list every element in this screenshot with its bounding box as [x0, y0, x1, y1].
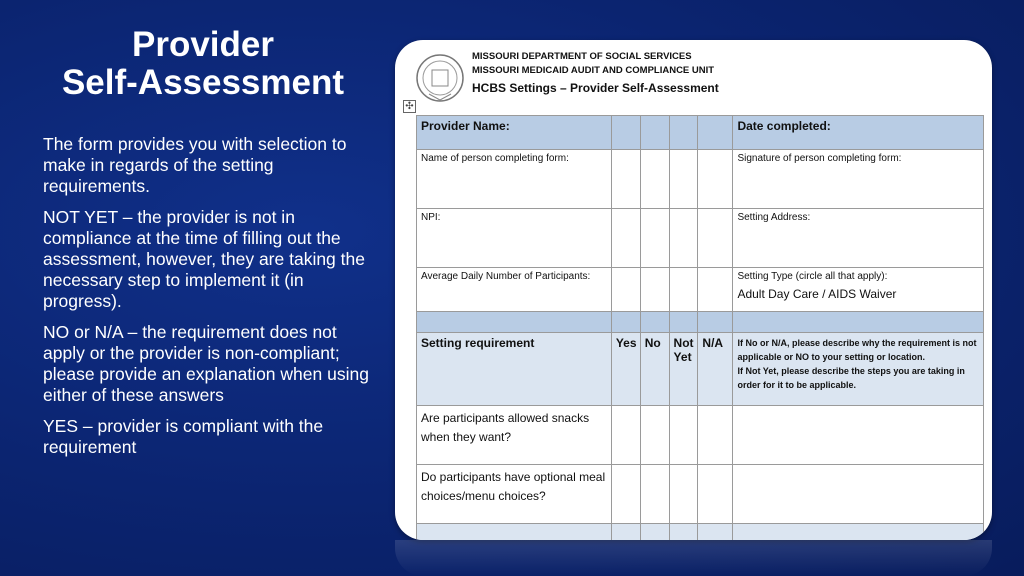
paragraph-intro: The form provides you with selection to make in regards of the setting requirements. [43, 134, 347, 196]
table-row [417, 406, 984, 465]
question-snacks: Are participants allowed snacks when they want? [417, 406, 612, 465]
slide-body-text [43, 134, 378, 468]
signature-label: Signature of person completing form: [733, 150, 984, 209]
provider-name-label: Provider Name: [417, 116, 612, 150]
table-row [417, 150, 984, 209]
question-meal-choices: Do participants have optional meal choices/menu choices? [417, 465, 612, 524]
avg-participants-label: Average Daily Number of Participants: [417, 268, 612, 312]
document-header [472, 50, 719, 98]
header-department: MISSOURI DEPARTMENT OF SOCIAL SERVICES [472, 51, 692, 62]
assessment-table [416, 115, 984, 540]
date-completed-label: Date completed: [733, 116, 984, 150]
explanation-column-header [733, 333, 984, 406]
table-divider-row [417, 312, 984, 333]
table-row [417, 524, 984, 541]
table-row [417, 209, 984, 268]
explanation-note-no-na: If No or N/A, please describe why the requirement is not applicable or NO to your setting or location. [737, 338, 977, 362]
setting-type-label: Setting Type (circle all that apply): [737, 271, 888, 282]
no-column-header: No [640, 333, 669, 406]
image-reflection [395, 540, 992, 576]
setting-type-cell [733, 268, 984, 312]
not-yet-column-header: Not Yet [669, 333, 698, 406]
slide-title-line-2: Self-Assessment [61, 63, 345, 102]
slide-title [18, 26, 388, 102]
header-unit: MISSOURI MEDICAID AUDIT AND COMPLIANCE UNIT [472, 65, 715, 76]
paragraph-no-na: NO or N/A – the requirement does not apply or the provider is non-compliant; please provide an explanation when using either of these answers [43, 322, 369, 405]
slide-title-line-1: Provider [132, 25, 274, 64]
paragraph-yes: YES – provider is compliant with the requirement [43, 416, 324, 457]
explanation-note-not-yet: If Not Yet, please describe the steps you are taking in order for it to be applicable. [737, 366, 965, 390]
na-column-header: N/A [698, 333, 733, 406]
state-seal-icon [415, 48, 465, 108]
table-move-handle-icon: ✣ [403, 100, 416, 113]
npi-label: NPI: [417, 209, 612, 268]
table-row [417, 268, 984, 312]
header-form-title: HCBS Settings – Provider Self-Assessment [472, 81, 719, 95]
table-row [417, 116, 984, 150]
setting-address-label: Setting Address: [733, 209, 984, 268]
paragraph-not-yet: NOT YET – the provider is not in compliance at the time of filling out the assessment, however, they are taking the necessary step to implement it (in progress). [43, 207, 365, 311]
setting-requirement-header: Setting requirement [417, 333, 612, 406]
table-row [417, 465, 984, 524]
person-name-label: Name of person completing form: [417, 150, 612, 209]
assessment-form-image [395, 40, 992, 540]
yes-column-header: Yes [611, 333, 640, 406]
table-row [417, 333, 984, 406]
setting-type-value: Adult Day Care / AIDS Waiver [737, 287, 897, 301]
